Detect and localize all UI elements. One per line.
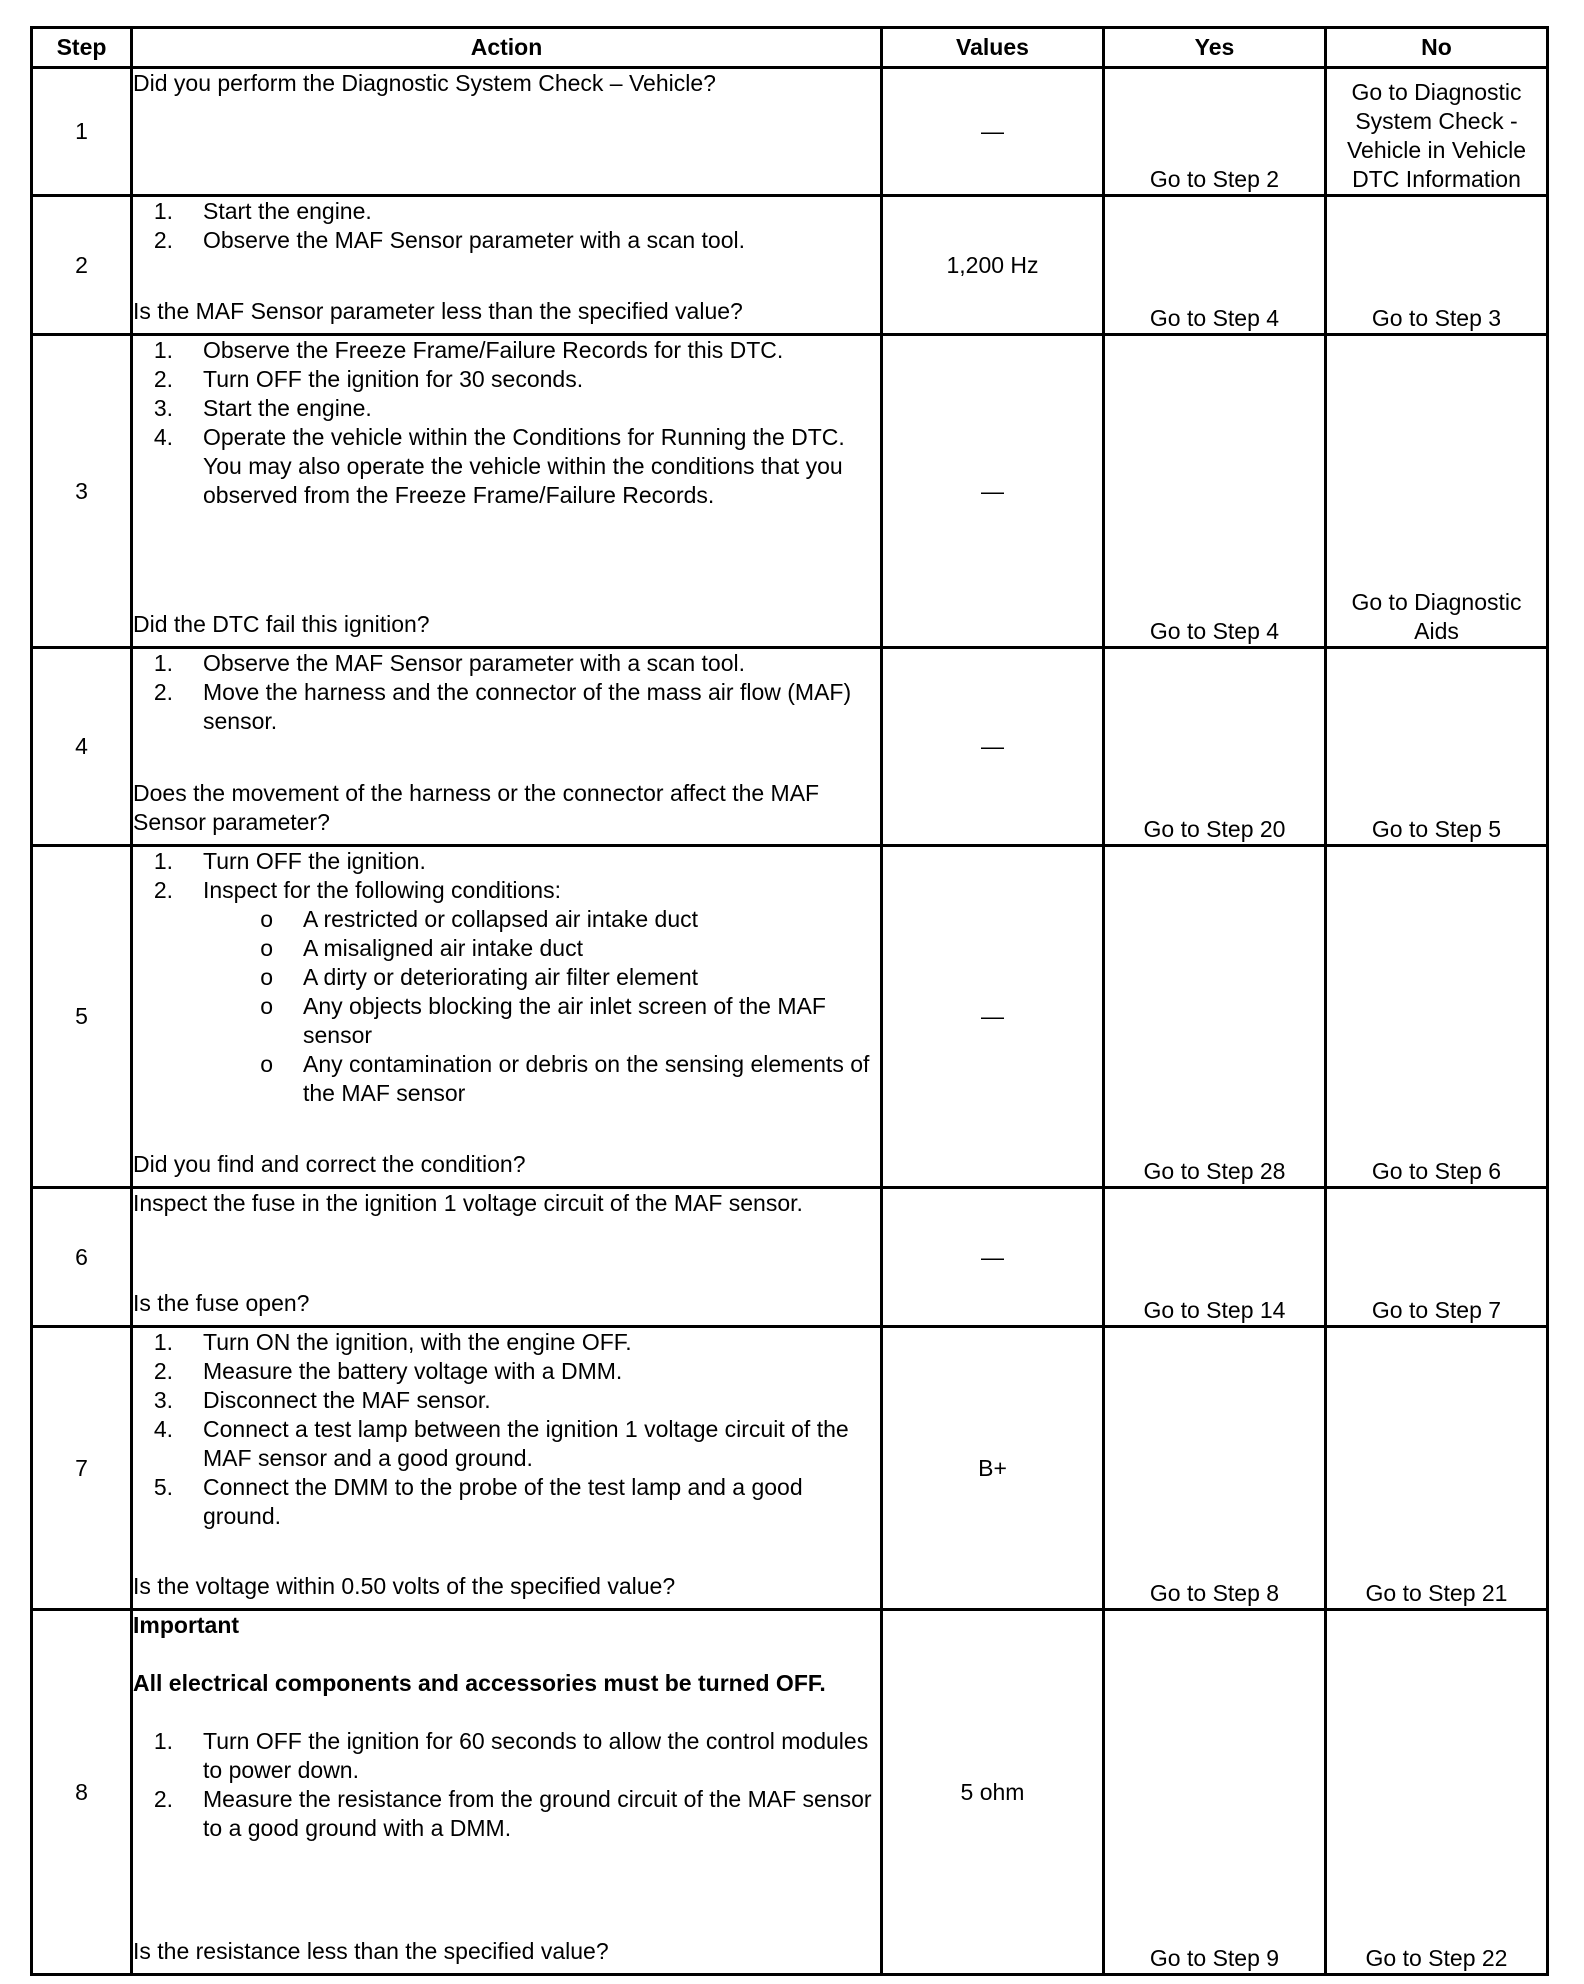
- list-item: 1. Observe the MAF Sensor parameter with a scan tool.: [153, 650, 746, 676]
- step-number: 3: [32, 335, 132, 648]
- header-no: No: [1326, 28, 1548, 68]
- step-list: [133, 847, 880, 905]
- action-question: Is the fuse open?: [133, 1290, 310, 1316]
- step-list: [133, 649, 880, 736]
- header-yes: Yes: [1104, 28, 1326, 68]
- list-item: 1. Turn OFF the ignition.: [153, 848, 426, 874]
- action-question: Is the MAF Sensor parameter less than the specified value?: [133, 298, 743, 324]
- yes-outcome: Go to Step 20: [1104, 648, 1326, 846]
- no-outcome: Go to Step 21: [1326, 1327, 1548, 1610]
- no-outcome: Go to Step 6: [1326, 846, 1548, 1188]
- step-list: [133, 1328, 880, 1531]
- no-outcome: Go to Step 5: [1326, 648, 1548, 846]
- spec-value: —: [882, 1188, 1104, 1327]
- action-cell: [132, 1188, 882, 1327]
- step-number: 4: [32, 648, 132, 846]
- list-item: 2. Measure the resistance from the ground circuit of the MAF sensor to a good ground with a DMM.: [153, 1786, 872, 1841]
- action-cell: [132, 648, 882, 846]
- step-number: 1: [32, 68, 132, 196]
- action-question: Did you find and correct the condition?: [133, 1151, 526, 1177]
- yes-outcome: Go to Step 4: [1104, 335, 1326, 648]
- yes-outcome: Go to Step 9: [1104, 1610, 1326, 1975]
- header-step: Step: [32, 28, 132, 68]
- step-number: 6: [32, 1188, 132, 1327]
- spec-value: 1,200 Hz: [882, 196, 1104, 335]
- spec-value: —: [882, 846, 1104, 1188]
- header-action: Action: [132, 28, 882, 68]
- condition-list: [133, 905, 880, 1108]
- action-question: Is the resistance less than the specified value?: [133, 1938, 609, 1964]
- step-list: [133, 1727, 880, 1843]
- table-row: [32, 1610, 1548, 1975]
- diagnostic-table: [30, 26, 1549, 1976]
- list-item: 1. Turn ON the ignition, with the engine OFF.: [153, 1329, 632, 1355]
- table-row: [32, 1327, 1548, 1610]
- yes-outcome: Go to Step 28: [1104, 846, 1326, 1188]
- list-item: 2. Observe the MAF Sensor parameter with a scan tool.: [153, 227, 746, 253]
- step-number: 5: [32, 846, 132, 1188]
- yes-outcome: Go to Step 14: [1104, 1188, 1326, 1327]
- list-item: 4. Connect a test lamp between the ignition 1 voltage circuit of the MAF sensor and a good ground.: [153, 1416, 849, 1471]
- table-row: [32, 1188, 1548, 1327]
- table-row: [32, 648, 1548, 846]
- action-cell: [132, 335, 882, 648]
- important-message: All electrical components and accessories must be turned OFF.: [133, 1670, 826, 1696]
- table-row: [32, 196, 1548, 335]
- step-list: [133, 336, 880, 510]
- no-outcome: Go to Diagnostic System Check - Vehicle in Vehicle DTC Information: [1326, 68, 1548, 196]
- spec-value: —: [882, 68, 1104, 196]
- list-item: o A dirty or deteriorating air filter element: [260, 964, 699, 990]
- action-cell: [132, 1610, 882, 1975]
- list-item: 2. Inspect for the following conditions:: [153, 877, 561, 903]
- list-item: 2. Turn OFF the ignition for 30 seconds.: [153, 366, 584, 392]
- list-item: o Any objects blocking the air inlet screen of the MAF sensor: [260, 993, 826, 1048]
- spec-value: B+: [882, 1327, 1104, 1610]
- table-row: [32, 335, 1548, 648]
- no-outcome: Go to Step 3: [1326, 196, 1548, 335]
- action-cell: [132, 846, 882, 1188]
- header-values: Values: [882, 28, 1104, 68]
- no-outcome: Go to Step 22: [1326, 1610, 1548, 1975]
- no-outcome: Go to Diagnostic Aids: [1326, 335, 1548, 648]
- list-item: 1. Observe the Freeze Frame/Failure Records for this DTC.: [153, 337, 784, 363]
- step-list: [133, 197, 880, 255]
- list-item: o A misaligned air intake duct: [260, 935, 583, 961]
- list-item: 5. Connect the DMM to the probe of the test lamp and a good ground.: [153, 1474, 803, 1529]
- action-intro: Did you perform the Diagnostic System Check – Vehicle?: [133, 70, 716, 96]
- action-intro: Inspect the fuse in the ignition 1 voltage circuit of the MAF sensor.: [133, 1190, 803, 1216]
- list-item: 3. Start the engine.: [153, 395, 372, 421]
- list-item: 3. Disconnect the MAF sensor.: [153, 1387, 491, 1413]
- yes-outcome: Go to Step 8: [1104, 1327, 1326, 1610]
- action-question: Is the voltage within 0.50 volts of the specified value?: [133, 1573, 676, 1599]
- action-cell: [132, 68, 882, 196]
- table-row: [32, 68, 1548, 196]
- spec-value: 5 ohm: [882, 1610, 1104, 1975]
- step-number: 8: [32, 1610, 132, 1975]
- list-item: 2. Move the harness and the connector of the mass air flow (MAF) sensor.: [153, 679, 852, 734]
- action-cell: [132, 1327, 882, 1610]
- spec-value: —: [882, 335, 1104, 648]
- spec-value: —: [882, 648, 1104, 846]
- action-question: Does the movement of the harness or the connector affect the MAF Sensor parameter?: [133, 780, 820, 835]
- action-question: Did the DTC fail this ignition?: [133, 611, 430, 637]
- list-item: o Any contamination or debris on the sensing elements of the MAF sensor: [260, 1051, 870, 1106]
- step-number: 7: [32, 1327, 132, 1610]
- yes-outcome: Go to Step 2: [1104, 68, 1326, 196]
- header-row: [32, 28, 1548, 68]
- list-item: 1. Start the engine.: [153, 198, 372, 224]
- action-cell: [132, 196, 882, 335]
- important-label: Important: [133, 1612, 240, 1638]
- list-item: 1. Turn OFF the ignition for 60 seconds to allow the control modules to power down.: [153, 1728, 869, 1783]
- no-outcome: Go to Step 7: [1326, 1188, 1548, 1327]
- list-item: o A restricted or collapsed air intake duct: [260, 906, 699, 932]
- list-item: 4. Operate the vehicle within the Conditions for Running the DTC. You may also operate the vehicle within the conditions that you observed from the Freeze Frame/Failure Records.: [153, 424, 845, 508]
- list-item: 2. Measure the battery voltage with a DMM.: [153, 1358, 623, 1384]
- table-row: [32, 846, 1548, 1188]
- step-number: 2: [32, 196, 132, 335]
- yes-outcome: Go to Step 4: [1104, 196, 1326, 335]
